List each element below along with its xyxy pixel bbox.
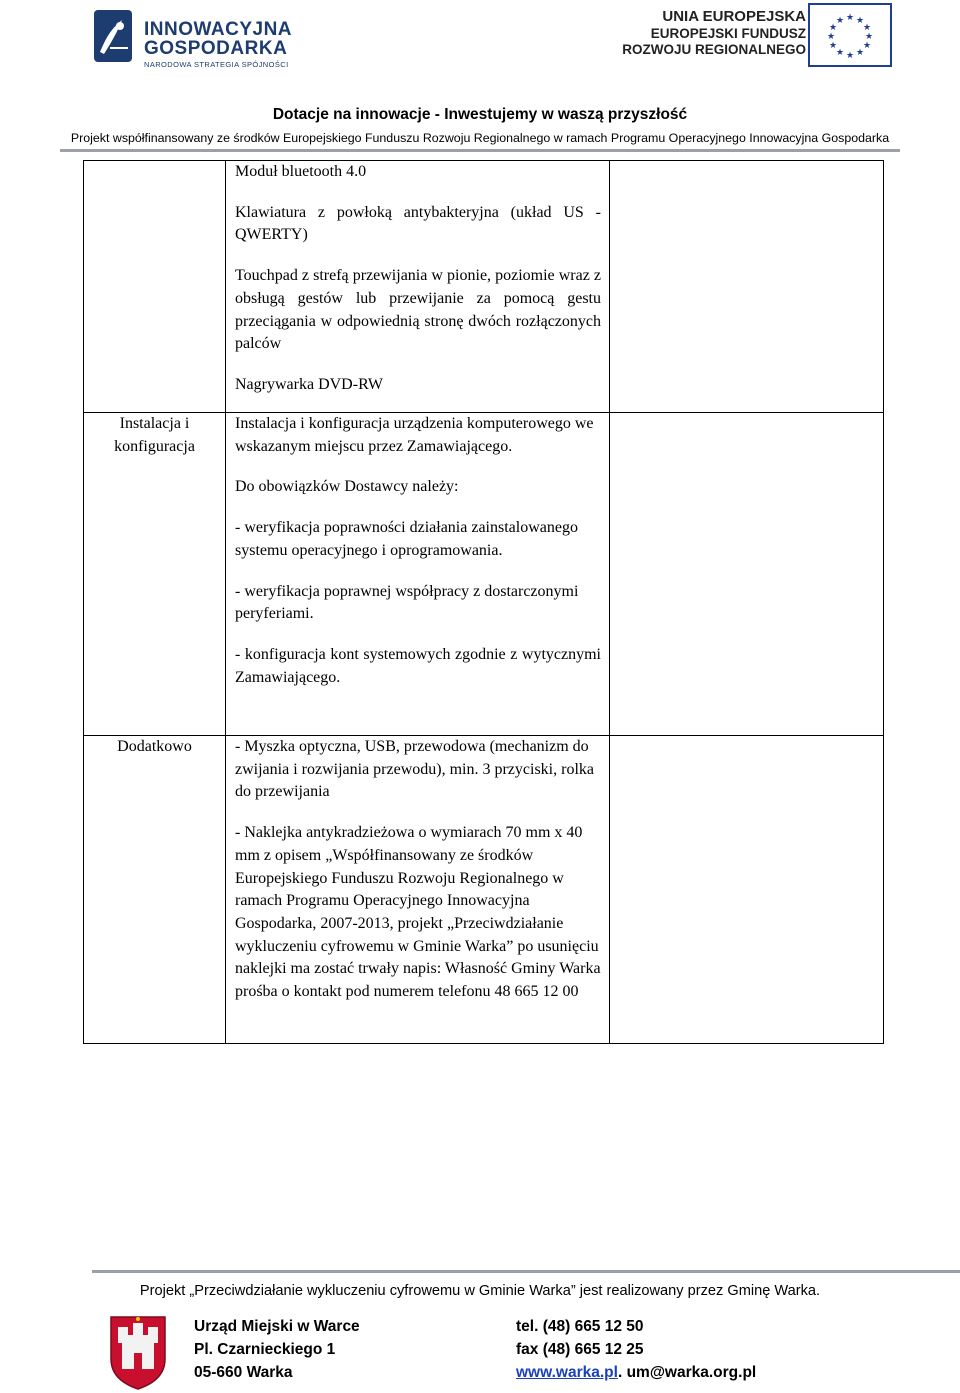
installation-text: Instalacja i konfiguracja urządzenia komputerowego we wskazanym miejscu przez Zamawiającego. (235, 415, 594, 455)
table-border-left (83, 160, 84, 1044)
footer-contact (516, 1315, 756, 1384)
contact-fax: fax (48) 665 12 25 (516, 1341, 644, 1358)
svg-text:★: ★ (855, 48, 865, 58)
row-label-additional: Dodatkowo (117, 738, 192, 755)
contact-tel: tel. (48) 665 12 50 (516, 1318, 644, 1335)
svg-text:★: ★ (855, 16, 865, 26)
spec-dvd: Nagrywarka DVD-RW (235, 375, 383, 393)
ue-text-block (600, 8, 806, 68)
svg-text:★: ★ (845, 13, 855, 23)
ig-logo-line3: NARODOWA STRATEGIA SPÓJNOŚCI (144, 60, 289, 69)
header-title: Dotacje na innowacje - Inwestujemy w waszą przyszłość (272, 106, 688, 123)
table-row (235, 736, 601, 1004)
ig-logo-line2: GOSPODARKA (144, 38, 288, 59)
address-line3: 05-660 Warka (194, 1364, 293, 1381)
contact-web-email (516, 1361, 756, 1384)
footer-project-line: Projekt „Przeciwdziałanie wykluczeniu cyfrowemu w Gminie Warka” jest realizowany przez Gminę Warka. (139, 1283, 821, 1299)
svg-text:★: ★ (835, 16, 845, 26)
table-border-bottom (83, 1043, 884, 1044)
duty-accounts: - konfiguracja kont systemowych zgodnie z wytycznymi Zamawiającego. (235, 645, 601, 686)
ue-line1: UNIA EUROPEJSKA (662, 8, 806, 25)
eu-flag-icon (808, 3, 892, 67)
table-border-right (883, 160, 884, 1044)
footer-address (194, 1315, 360, 1384)
address-line2: Pl. Czarnieckiego 1 (194, 1341, 336, 1358)
table-row (235, 161, 601, 397)
duties-heading: Do obowiązków Dostawcy należy: (235, 478, 459, 496)
table-border-col1 (225, 160, 226, 1044)
header-subtitle: Projekt współfinansowany ze środków Europejskiego Funduszu Rozwoju Regionalnego w ramach Programu Operacyjnego Innowacyjna Gospodarka (70, 131, 890, 145)
table-row (235, 413, 601, 689)
svg-text:★: ★ (862, 41, 872, 51)
svg-text:★: ★ (845, 51, 855, 61)
duty-system-check: - weryfikacja poprawności działania zainstalowanego systemu operacyjnego i oprogramowania. (235, 519, 578, 559)
innowacyjna-gospodarka-logo (92, 8, 322, 70)
row-label-installation: Instalacja i konfiguracja (114, 415, 195, 455)
address-line1: Urząd Miejski w Warce (194, 1318, 360, 1335)
separator: . (617, 1364, 627, 1381)
svg-text:★: ★ (828, 23, 838, 33)
table-border-col2 (609, 160, 610, 1044)
svg-text:★: ★ (862, 23, 872, 33)
website-link[interactable]: www.warka.pl (516, 1364, 618, 1381)
warka-coat-of-arms-icon (108, 1313, 168, 1391)
svg-text:★: ★ (826, 32, 836, 42)
footer-divider (92, 1270, 960, 1273)
ue-line2: EUROPEJSKI FUNDUSZ (650, 26, 806, 41)
spec-sticker: - Naklejka antykradzieżowa o wymiarach 70 mm x 40 mm z opisem „Współfinansowany ze środków Europejskiego Funduszu Rozwoju Regionalnego w ramach Programu Operacyjnego Innowacyjna Gospodarka, 2007-2013, projekt „Przeciwdziałanie wykluczeniu cyfrowemu w Gminie Warka” po usunięciu naklejki ma zostać trwały napis: Własność Gminy Warka prośba o kontakt pod numerem telefonu 48 665 12 00 (235, 824, 601, 1001)
duty-peripherals: - weryfikacja poprawnej współpracy z dostarczonymi peryferiami. (235, 582, 579, 623)
header-divider (60, 149, 900, 152)
spec-bluetooth: Moduł bluetooth 4.0 (235, 163, 367, 180)
ig-emblem-icon (92, 8, 136, 66)
svg-text:★: ★ (828, 41, 838, 51)
svg-text:★: ★ (835, 48, 845, 58)
spec-touchpad: Touchpad z strefą przewijania w pionie, poziomie wraz z obsługą gestów lub przewijanie za pomocą gestu przeciągania w odpowiednią stronę dwóch rozłączonych palców (235, 267, 601, 353)
spec-mouse: - Myszka optyczna, USB, przewodowa (mechanizm do zwijania i rozwijania przewodu), min. 3 przyciski, rolka do przewijania (235, 738, 594, 801)
email-text: um@warka.org.pl (626, 1364, 757, 1381)
spec-keyboard: Klawiatura z powłoką antybakteryjna (układ US - QWERTY) (235, 203, 601, 244)
ig-logo-line1: INNOWACYJNA (144, 19, 293, 40)
svg-text:★: ★ (864, 32, 874, 42)
ue-line3: ROZWOJU REGIONALNEGO (622, 42, 806, 57)
